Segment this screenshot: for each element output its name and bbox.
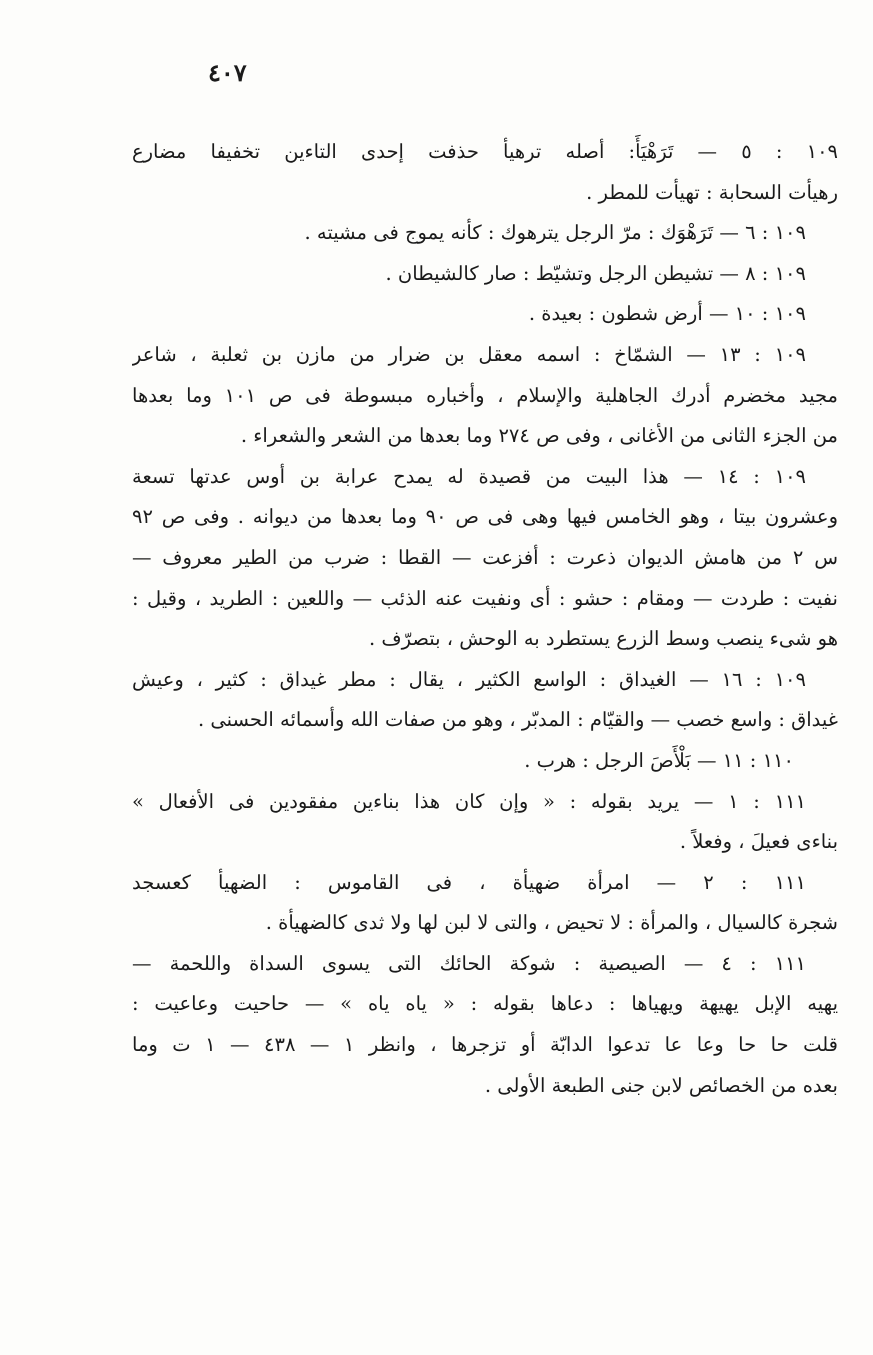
text-line: غيداق : واسع خصب — والقيّام : المدبّر ، وهو من صفات الله وأسمائه الحسنى .: [197, 708, 838, 732]
text-line: ١١٠ : ١١ — بَلْأَصَ الرجل : هرب .: [524, 748, 794, 772]
text-line: ١٠٩ : ١٠ — أرض شطون : بعيدة .: [528, 302, 806, 326]
text-line: ١٠٩ : ٥ — تَرَهْيَأَ: أصله ترهيأ حذفت إحدى التاءين تخفيفا مضارع: [132, 140, 838, 163]
text-line: من الجزء الثانى من الأغانى ، وفى ص ٢٧٤ وما بعدها من الشعر والشعراء .: [240, 424, 838, 448]
text-line: شجرة كالسيال ، والمرأة : لا تحيض ، والتى لا لبن لها ولا ثدى كالضهيأة .: [265, 911, 838, 935]
text-line: يهيه الإبل يهيهة ويهياها : دعاها بقوله : « ياه ياه » — حاحيت وعاعيت :: [132, 992, 838, 1016]
text-line: قلت حا حا وعا عا تدعوا الدابّة أو تزجرها ، وانظر ١ — ٤٣٨ — ١ ت وما: [132, 1033, 838, 1057]
text-line: ١١١ : ١ — يريد بقوله : « وإن كان هذا بناءين مفقودين فى الأفعال »: [132, 789, 807, 813]
text-line: ١١١ : ٤ — الصيصية : شوكة الحائك التى يسوى السداة واللحمة —: [132, 951, 807, 975]
text-line: رهيأت السحابة : تهيأت للمطر .: [586, 180, 838, 204]
text-line: بعده من الخصائص لابن جنى الطبعة الأولى .: [484, 1073, 838, 1097]
text-line: س ٢ من هامش الديوان ذعرت : أفزعت — القطا : ضرب من الطير معروف —: [132, 545, 838, 569]
text-line: ١٠٩ : ٨ — تشيطن الرجل وتشيّط : صار كالشيطان .: [385, 261, 806, 285]
text-line: هو شىء ينصب وسط الزرع يستطرد به الوحش ، بتصرّف .: [369, 627, 838, 651]
page-number: ٤٠٧: [208, 58, 247, 87]
text-line: بناءى فعيلَ ، وفعلاً .: [679, 830, 838, 854]
text-line: ١٠٩ : ١٣ — الشمّاخ : اسمه معقل بن ضرار من مازن بن ثعلبة ، شاعر: [132, 342, 807, 366]
text-line: ١٠٩ : ١٤ — هذا البيت من قصيدة له يمدح عرابة بن أوس عدتها تسعة: [132, 464, 807, 488]
notes-text-block: [132, 132, 838, 1106]
text-line: وعشرون بيتا ، وهو الخامس فيها وهى فى ص ٩٠ وما بعدها من ديوانه . وفى ص ٩٢: [132, 505, 838, 529]
text-line: مجيد مخضرم أدرك الجاهلية والإسلام ، وأخباره مبسوطة فى ص ١٠١ وما بعدها: [132, 383, 838, 407]
text-line: ١١١ : ٢ — امرأة ضهيأة ، فى القاموس : الضهيأ كعسجد: [132, 870, 806, 894]
text-line: ١٠٩ : ٦ — تَرَهْوَك : مرّ الرجل يترهوك : كأنه يموج فى مشيته .: [304, 221, 806, 245]
text-line: ١٠٩ : ١٦ — الغيداق : الواسع الكثير ، يقال : مطر غيداق : كثير ، وعيش: [132, 667, 806, 691]
text-line: نفيت : طردت — ومقام : حشو : أى ونفيت عنه الذئب — واللعين : الطريد ، وقيل :: [132, 586, 838, 610]
